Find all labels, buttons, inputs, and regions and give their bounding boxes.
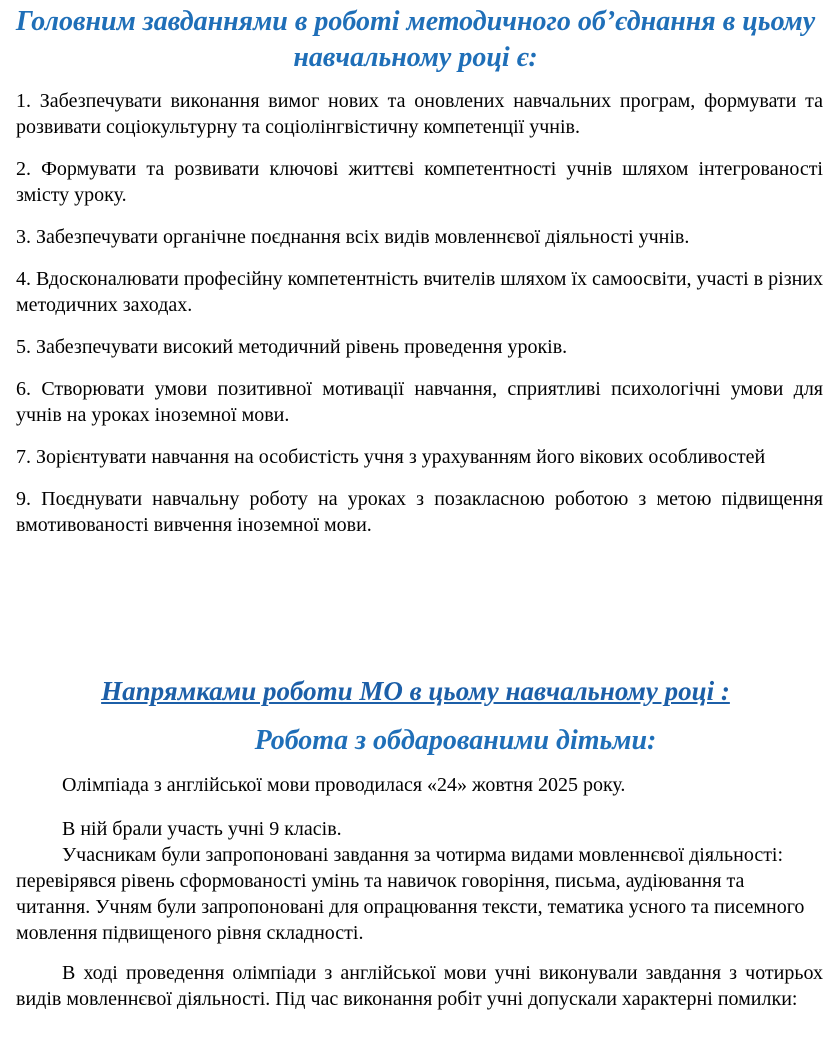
task-item: 3. Забезпечувати органічне поєднання всіх видів мовленнєвої діяльності учнів. <box>16 226 690 248</box>
participants-paragraph: В ній брали участь учні 9 класів. <box>62 818 342 840</box>
directions-heading: Напрямками роботи МО в цьому навчальному році : <box>101 676 730 706</box>
task-item: 5. Забезпечувати високий методичний рівень проведення уроків. <box>16 336 568 358</box>
main-heading: Головним завданнями в роботі методичного об’єднання в цьому навчальному році є: <box>15 6 816 73</box>
olympiad-date-paragraph: Олімпіада з англійської мови проводилася «24» жовтня 2025 року. <box>62 774 626 796</box>
task-item: 4. Вдосконалювати професійну компетентність вчителів шляхом їх самоосвіти, участі в різних методичних заходах. <box>16 268 823 316</box>
task-item: 2. Формувати та розвивати ключові життєві компетентності учнів шляхом інтегрованості змісту уроку. <box>16 158 823 206</box>
tasks-offered-paragraph: Учасникам були запропоновані завдання за чотирма видами мовленнєвої діяльності: перевірявся рівень сформованості умінь та навичок говоріння, письма, аудіювання та читання. Учням були запропоновані для опрацювання тексти, тематика усного та писемного мовлення підвищеного рівня складності. <box>16 844 805 944</box>
gifted-children-heading: Робота з обдарованими дітьми: <box>254 725 657 756</box>
errors-paragraph: В ході проведення олімпіади з англійської мови учні виконували завдання з чотирьох видів мовленнєвої діяльності. Під час виконання робіт учні допускали характерні помилки: <box>16 962 823 1010</box>
task-item: 9. Поєднувати навчальну роботу на уроках з позакласною роботою з метою підвищення вмотивованості вивчення іноземної мови. <box>16 488 823 536</box>
tasks-list <box>16 88 823 554</box>
task-item: 6. Створювати умови позитивної мотивації навчання, сприятливі психологічні умови для учнів на уроках іноземної мови. <box>16 378 823 426</box>
task-item: 7. Зорієнтувати навчання на особистість учня з урахуванням його вікових особливостей <box>16 446 766 468</box>
task-item: 1. Забезпечувати виконання вимог нових та оновлених навчальних програм, формувати та розвивати соціокультурну та соціолінгвістичну компетенції учнів. <box>16 90 823 138</box>
